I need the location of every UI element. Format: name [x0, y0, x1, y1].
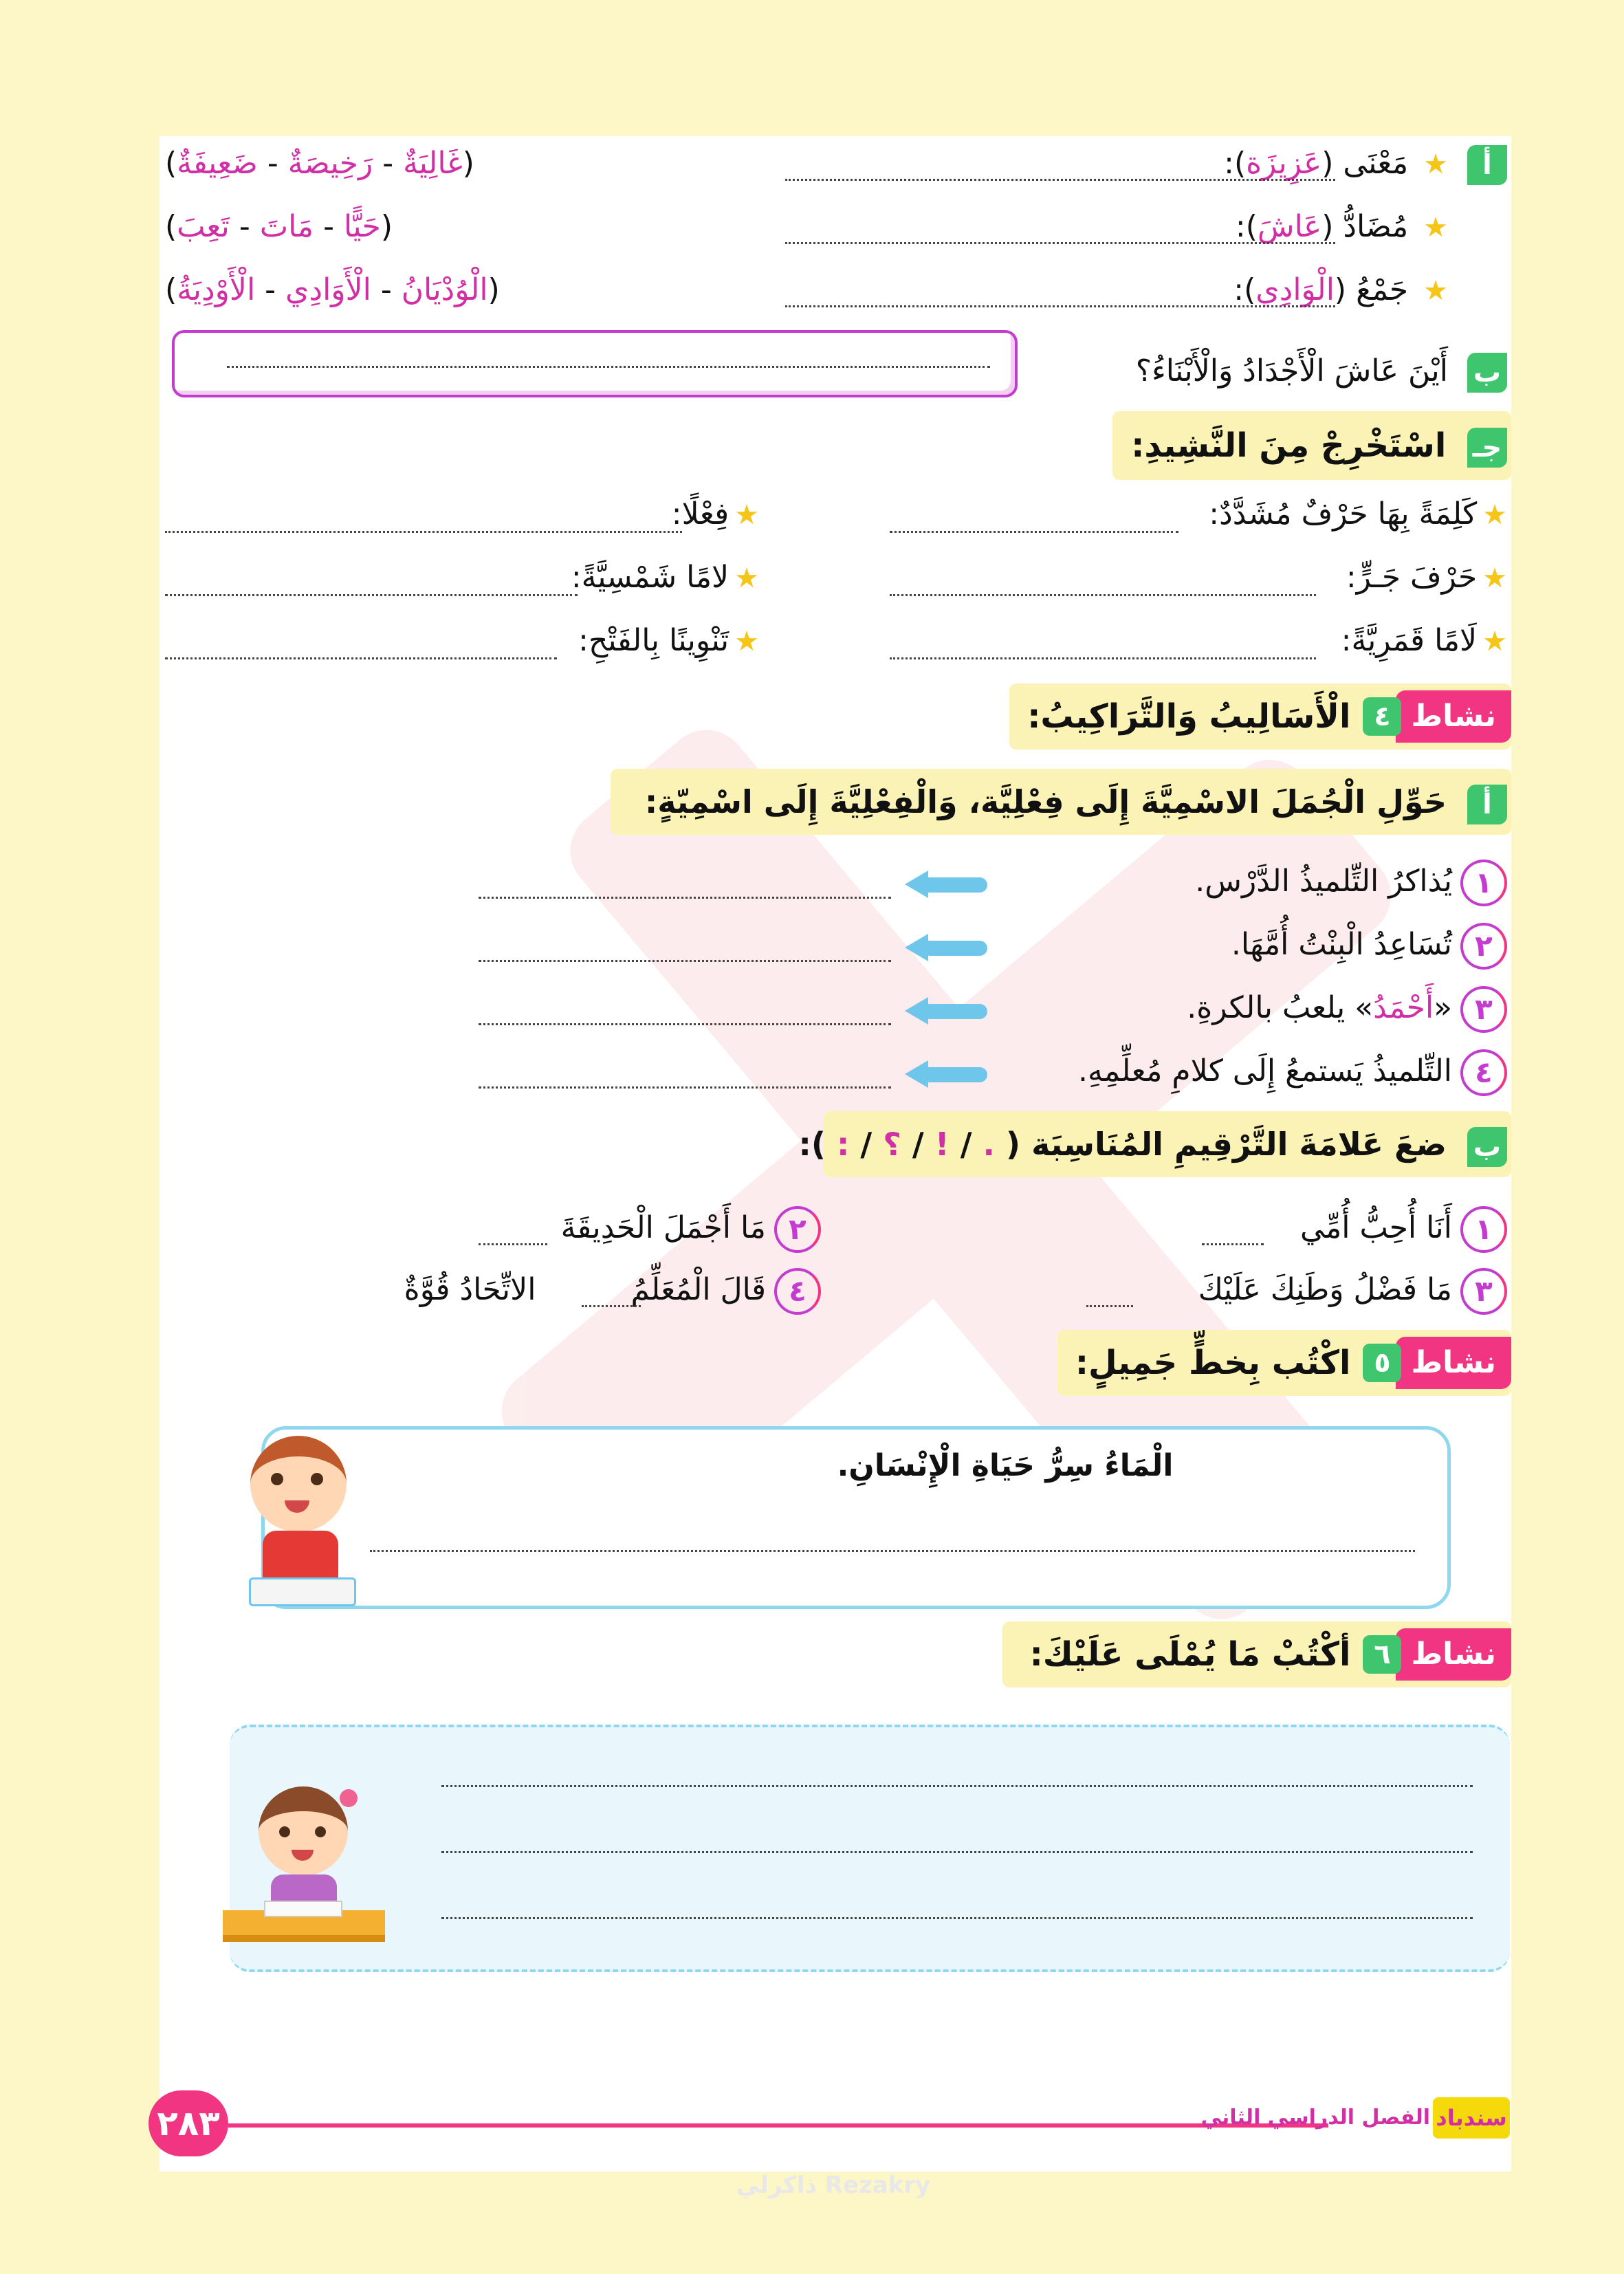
section-a-row-2: ★ مُضَادُّ (عَاشَ): — [1236, 206, 1507, 248]
number-badge: ٣ — [1460, 986, 1507, 1033]
extract-item-4: ★فِعْلًا: — [672, 494, 759, 536]
activity-title: اكْتُب بِخطٍّ جَمِيلٍ: — [1075, 1344, 1351, 1382]
answer-line-p4[interactable] — [582, 1305, 641, 1307]
star-icon: ★ — [1423, 212, 1448, 243]
dictation-box — [230, 1725, 1510, 1972]
choices-a3: (الْوُدْيَانُ - الْأَوَادِي - الْأَوْدِيَةُ) — [165, 272, 500, 307]
activity-5-header — [1075, 1337, 1511, 1389]
word-opposite: عَاشَ — [1257, 209, 1322, 244]
activity-label: نشاط — [1396, 1628, 1511, 1681]
handwriting-line[interactable] — [370, 1550, 1415, 1552]
section-c-title: جـ اسْتَخْرِجْ مِنَ النَّشِيدِ: — [1131, 425, 1507, 468]
star-icon: ★ — [1482, 562, 1507, 594]
answer-line-c5[interactable] — [165, 594, 578, 596]
word-meaning: عَزِيزَة — [1246, 146, 1322, 181]
star-icon: ★ — [734, 562, 759, 594]
answer-line-p1[interactable] — [1202, 1243, 1264, 1245]
star-icon: ★ — [1423, 275, 1448, 307]
number-badge: ٢ — [1460, 923, 1507, 970]
number-badge: ٢ — [774, 1206, 821, 1253]
arrow-left-icon — [905, 871, 987, 898]
dictation-line-3[interactable] — [441, 1917, 1473, 1919]
extract-item-6: ★تَنْوِينًا بِالفَتْحِ: — [578, 620, 759, 662]
answer-line-s3[interactable] — [479, 1023, 891, 1025]
boy-reading-illustration — [235, 1429, 366, 1608]
answer-line-p2[interactable] — [479, 1243, 547, 1245]
dictation-line-1[interactable] — [441, 1785, 1473, 1787]
answer-box-b[interactable] — [172, 330, 1018, 397]
activity-label: نشاط — [1396, 1337, 1511, 1389]
number-badge: ٣ — [1460, 1268, 1507, 1315]
number-badge: ٤ — [1460, 1049, 1507, 1096]
answer-line-b[interactable] — [227, 366, 990, 368]
girl-writing-illustration — [223, 1780, 388, 1945]
section-a-row-3: ★ جَمْعُ (الْوَادِي): — [1233, 270, 1507, 311]
word-plural: الْوَادِي — [1255, 272, 1335, 307]
star-icon: ★ — [1482, 499, 1507, 531]
answer-line-s1[interactable] — [479, 897, 891, 899]
extract-item-1: ★كَلِمَةً بِهَا حَرْفٌ مُشَدَّدٌ: — [1209, 494, 1507, 536]
extract-item-3: ★لَامًا قَمَرِيَّةً: — [1341, 620, 1507, 662]
sentence-2: ٢تُسَاعِدُ الْبِنْتُ أُمَّهَا. — [1231, 923, 1507, 970]
arrow-left-icon — [905, 934, 987, 961]
star-icon: ★ — [734, 626, 759, 657]
section-a-tag: أ — [1467, 145, 1507, 185]
activity-number: ٥ — [1363, 1344, 1401, 1382]
extract-item-5: ★لامًا شَمْسِيَّةً: — [571, 557, 759, 599]
activity-title: أكْتُبْ مَا يُمْلَى عَلَيْكَ: — [1029, 1635, 1351, 1674]
answer-line-s4[interactable] — [479, 1086, 891, 1089]
punct-item-2: ٢مَا أَجْمَلَ الْحَدِيقَةَ — [561, 1206, 821, 1253]
punct-item-1: ١أَنَا أُحِبُّ أُمِّي — [1300, 1206, 1507, 1253]
activity-number: ٦ — [1363, 1635, 1401, 1674]
activity-4-header — [1027, 690, 1511, 743]
footer-line — [228, 2123, 1328, 2128]
choices-a2: (حَيًّا - مَاتَ - تَعِبَ) — [165, 209, 393, 244]
star-icon: ★ — [734, 499, 759, 531]
activity-number: ٤ — [1363, 697, 1401, 736]
part-a-title: أ حَوِّلِ الْجُمَلَ الاسْمِيَّةَ إِلَى فِعْلِيَّة، وَالْفِعْلِيَّةَ إِلَى اسْمِيّةٍ: — [645, 781, 1507, 824]
section-b-tag: ب — [1467, 353, 1507, 393]
choices-a1: (غَالِيَةٌ - رَخِيصَةٌ - ضَعِيفَةٌ) — [165, 146, 474, 181]
number-badge: ١ — [1460, 1206, 1507, 1253]
answer-line-p3[interactable] — [1086, 1305, 1133, 1307]
answer-line-c6[interactable] — [165, 657, 557, 659]
section-a-row-1: أ ★ مَعْنَى (عَزِيزَة): — [1224, 143, 1507, 185]
arrow-left-icon — [905, 1060, 987, 1088]
answer-line-a3[interactable] — [785, 305, 1335, 307]
answer-line-c1[interactable] — [890, 531, 1178, 533]
section-b-question: ب أَيْنَ عَاشَ الْأَجْدَادُ وَالْأَبْنَاءُ؟ — [1136, 351, 1507, 393]
sentence-3: ٣«أَحْمَدُ» يلعبُ بالكرةِ. — [1187, 986, 1507, 1033]
star-icon: ★ — [1423, 149, 1448, 180]
punct-item-3: ٣مَا فَضْلُ وَطَنِكَ عَلَيْكَ — [1198, 1268, 1507, 1315]
sentence-4: ٤التِّلميذُ يَستمعُ إِلَى كلامِ مُعلِّمِهِ. — [1078, 1049, 1507, 1096]
answer-line-c2[interactable] — [890, 594, 1316, 596]
part-b-tag: ب — [1467, 1127, 1507, 1167]
activity-title: الْأَسَالِيبُ وَالتَّرَاكِيبُ: — [1027, 697, 1351, 736]
punct-item-4: ٤قَالَ الْمُعَلِّمُ الاتِّحَادُ قُوَّةٌ — [404, 1268, 821, 1315]
dictation-line-2[interactable] — [441, 1851, 1473, 1853]
answer-line-c3[interactable] — [890, 657, 1316, 659]
activity-label: نشاط — [1396, 690, 1511, 743]
number-badge: ٤ — [774, 1268, 821, 1315]
number-badge: ١ — [1460, 860, 1507, 906]
answer-line-a1[interactable] — [785, 179, 1335, 181]
star-icon: ★ — [1482, 626, 1507, 657]
arrow-left-icon — [905, 997, 987, 1025]
answer-line-a2[interactable] — [785, 242, 1335, 244]
sentence-1: ١يُذاكرُ التِّلميذُ الدَّرْس. — [1195, 860, 1507, 906]
watermark-text: ذاكرلي Rezakry — [736, 2172, 931, 2199]
footer-semester: الفصل الدراسي الثاني — [1200, 2106, 1430, 2130]
activity-6-header — [1030, 1628, 1511, 1681]
brand-logo: سندباد — [1433, 2097, 1510, 2139]
worksheet-page — [157, 136, 1511, 2199]
answer-line-c4[interactable] — [165, 531, 682, 533]
part-a-tag: أ — [1467, 785, 1507, 824]
extract-item-2: ★حَرْفَ جَـرٍّ: — [1346, 557, 1507, 599]
part-b-title: ب ضعَ عَلامَةَ التَّرْقِيمِ المُنَاسِبَة ( . / ! / ؟ / : ): — [799, 1124, 1508, 1167]
page-number: ٢٨٣ — [149, 2090, 228, 2156]
section-c-tag: جـ — [1467, 428, 1507, 468]
handwriting-sentence: الْمَاءُ سِرُّ حَيَاةِ الْإِنْسَانِ. — [837, 1448, 1174, 1483]
answer-line-s2[interactable] — [479, 960, 891, 962]
